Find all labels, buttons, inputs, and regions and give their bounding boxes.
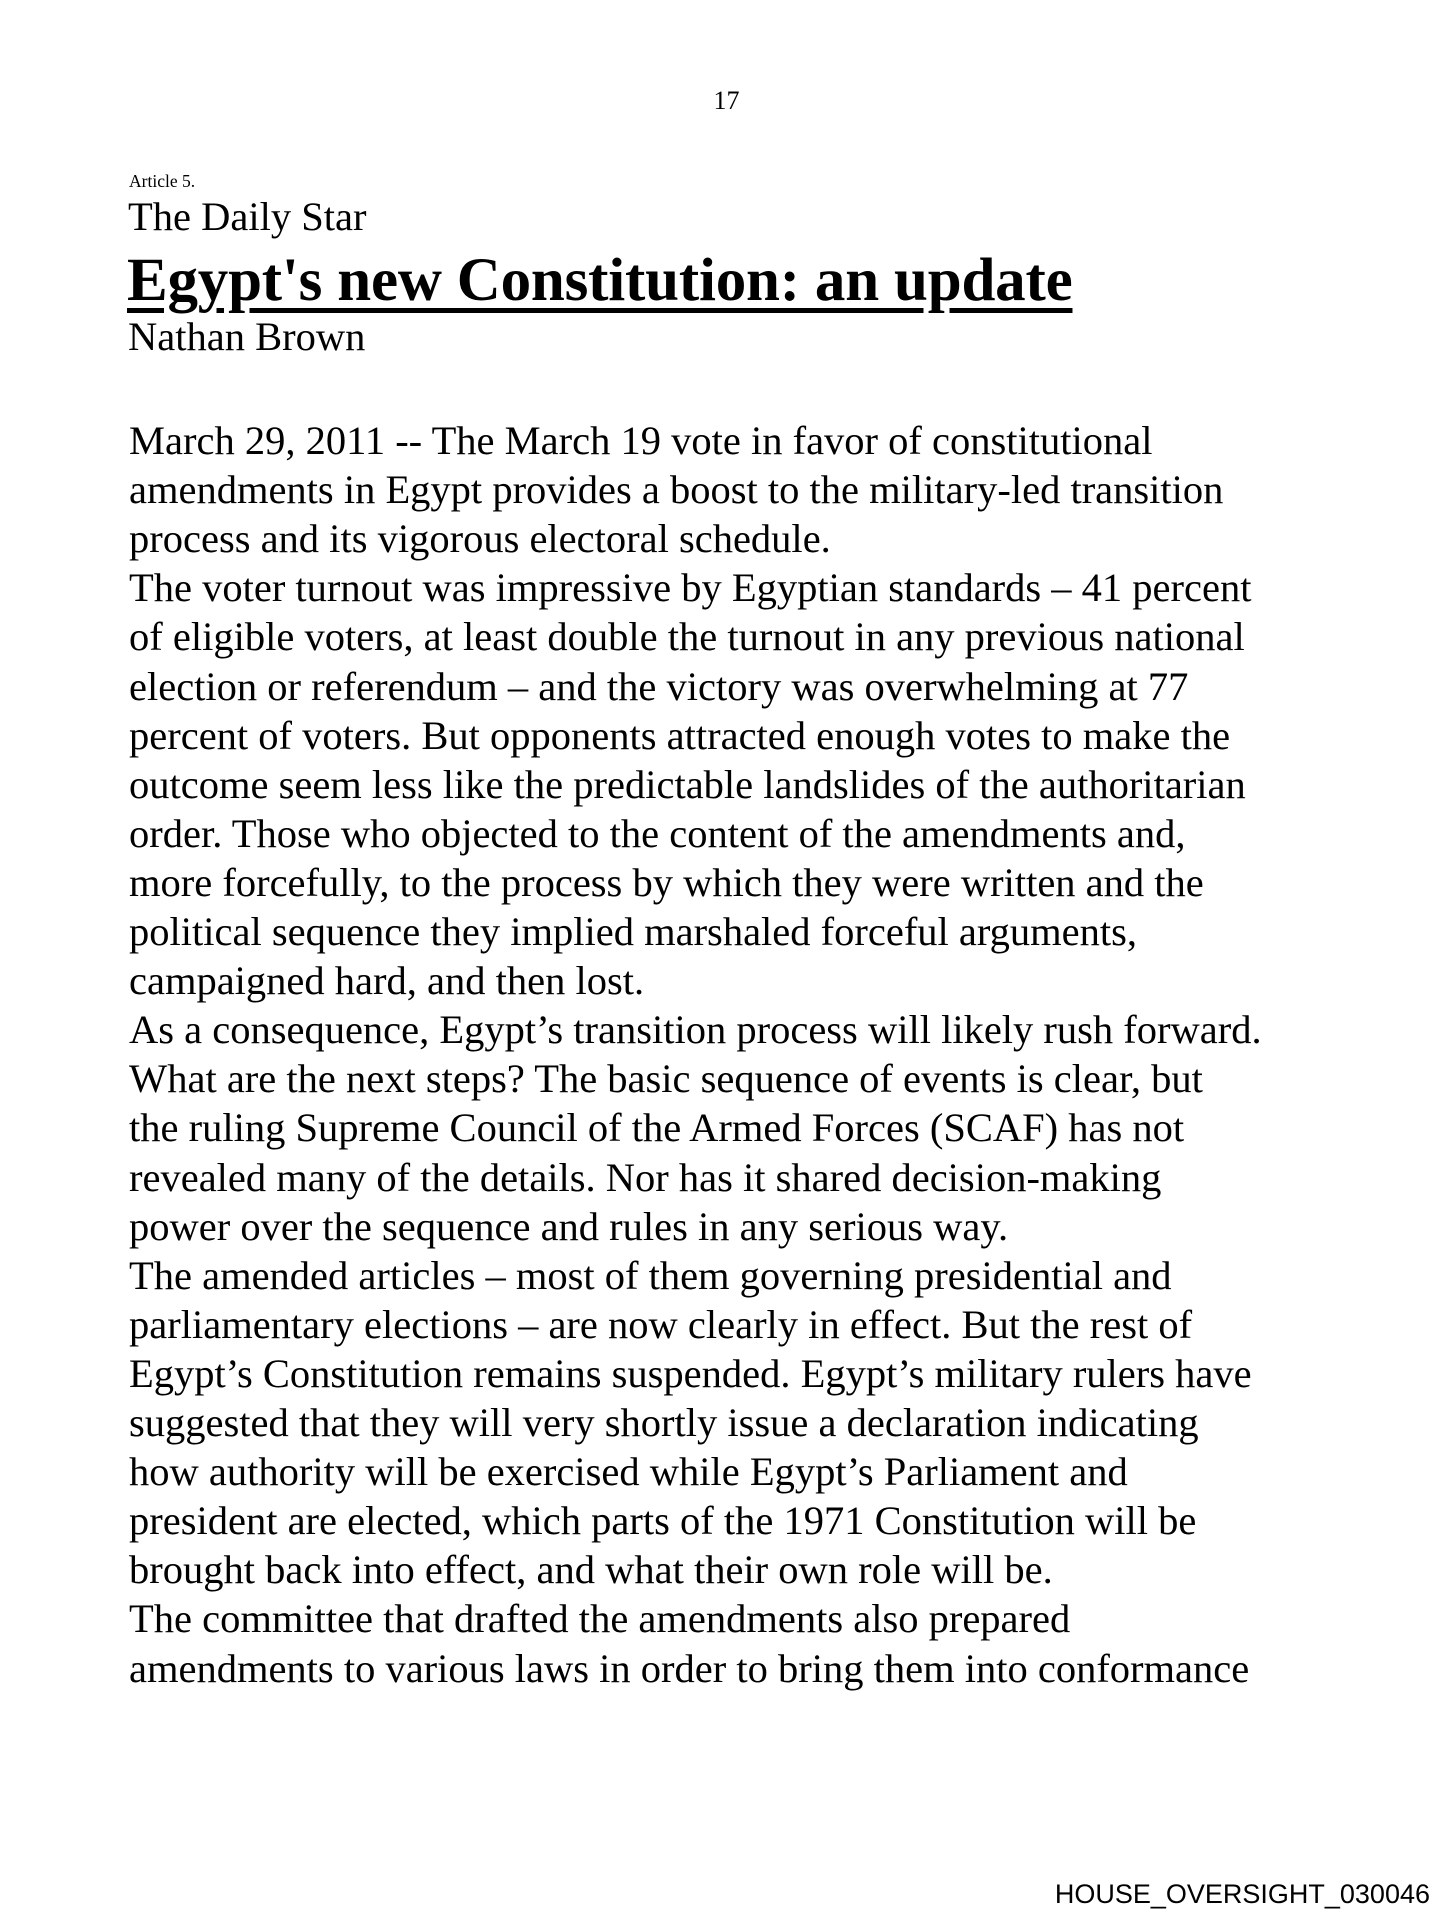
body-line: campaigned hard, and then lost.: [129, 958, 645, 1004]
body-line: March 29, 2011 -- The March 19 vote in favor of constitutional: [129, 418, 1153, 463]
body-line: What are the next steps? The basic sequence of events is clear, but: [129, 1056, 1203, 1102]
body-line: power over the sequence and rules in any serious way.: [129, 1203, 1009, 1249]
author-byline: Nathan Brown: [128, 314, 366, 359]
body-line: election or referendum – and the victory was overwhelming at 77: [129, 663, 1189, 709]
page-number: 17: [713, 86, 740, 115]
publication-source: The Daily Star: [128, 194, 367, 239]
headline: Egypt's new Constitution: an update: [127, 247, 1073, 314]
body-line: revealed many of the details. Nor has it shared decision-making: [129, 1154, 1162, 1200]
body-line: The committee that drafted the amendments also prepared: [129, 1596, 1071, 1642]
body-line: process and its vigorous electoral schedule.: [129, 516, 831, 562]
body-line: how authority will be exercised while Egypt’s Parliament and: [129, 1449, 1128, 1495]
body-line: As a consequence, Egypt’s transition process will likely rush forward.: [129, 1007, 1262, 1053]
body-line: parliamentary elections – are now clearly in effect. But the rest of: [129, 1301, 1193, 1347]
body-line: The voter turnout was impressive by Egyptian standards – 41 percent: [129, 565, 1252, 611]
body-line: outcome seem less like the predictable landslides of the authoritarian: [129, 761, 1246, 807]
bates-number: HOUSE_OVERSIGHT_030046: [1054, 1879, 1430, 1909]
body-line: suggested that they will very shortly issue a declaration indicating: [129, 1400, 1199, 1445]
body-line: political sequence they implied marshaled forceful arguments,: [129, 909, 1138, 954]
body-line: president are elected, which parts of the 1971 Constitution will be: [129, 1498, 1197, 1544]
body-line: amendments in Egypt provides a boost to the military-led transition: [129, 467, 1224, 513]
body-line: The amended articles – most of them governing presidential and: [129, 1252, 1172, 1298]
body-line: the ruling Supreme Council of the Armed Forces (SCAF) has not: [129, 1105, 1185, 1151]
body-line: Egypt’s Constitution remains suspended. Egypt’s military rulers have: [129, 1350, 1252, 1396]
body-line: of eligible voters, at least double the turnout in any previous national: [129, 614, 1245, 660]
body-line: amendments to various laws in order to bring them into conformance: [129, 1645, 1250, 1691]
body-line: more forcefully, to the process by which they were written and the: [129, 859, 1204, 905]
body-line: order. Those who objected to the content of the amendments and,: [129, 810, 1186, 856]
body-line: brought back into effect, and what their own role will be.: [129, 1547, 1053, 1593]
body-line: percent of voters. But opponents attracted enough votes to make the: [129, 712, 1231, 758]
article-label: Article 5.: [129, 171, 196, 191]
